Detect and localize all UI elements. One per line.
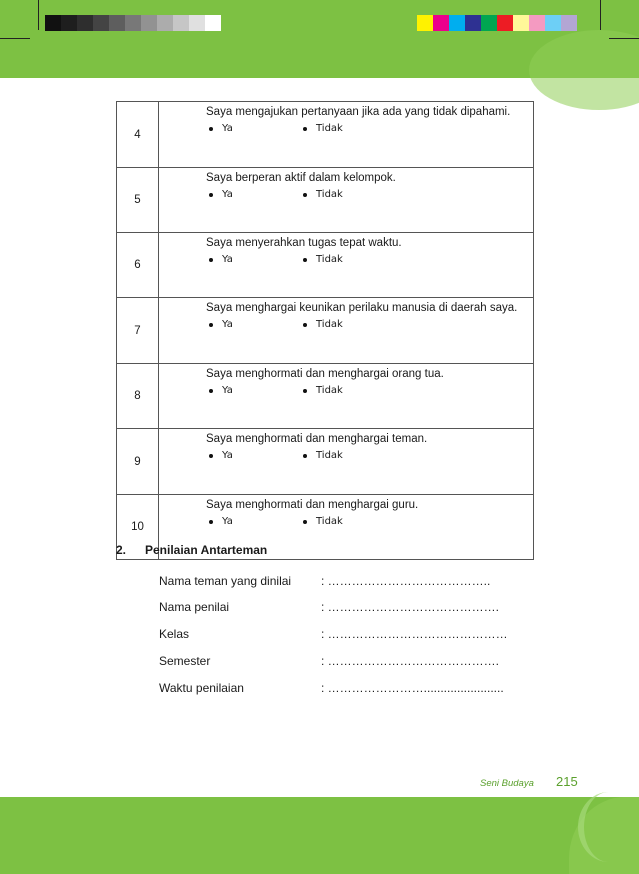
- section-heading: [116, 543, 267, 557]
- option-yes[interactable]: [206, 449, 300, 463]
- gray-swatch: [205, 15, 221, 31]
- row-content: [159, 102, 534, 168]
- option-no[interactable]: [300, 449, 343, 463]
- row-content: [159, 298, 534, 364]
- form-label: Kelas: [159, 627, 190, 641]
- row-content: [159, 233, 534, 298]
- fill-in-line[interactable]: : …………………………………….: [321, 600, 500, 614]
- footer-decoration: [578, 792, 639, 862]
- crop-mark: [38, 0, 39, 30]
- bullet-icon: [303, 258, 307, 262]
- gray-swatch: [141, 15, 157, 31]
- section-title: Penilaian Antarteman: [145, 543, 268, 557]
- self-assessment-table: [116, 101, 534, 560]
- option-yes[interactable]: [206, 515, 300, 529]
- option-yes[interactable]: [206, 318, 300, 332]
- option-label: Ya: [222, 319, 233, 330]
- option-no[interactable]: [300, 515, 343, 529]
- form-row-assessor-name: [159, 600, 499, 614]
- answer-options: [206, 449, 533, 463]
- gray-swatch: [125, 15, 141, 31]
- fill-in-line[interactable]: : ………………………………………: [321, 627, 508, 641]
- color-swatch: [465, 15, 481, 31]
- bullet-icon: [209, 258, 213, 262]
- statement-text: Saya menghargai keunikan perilaku manusia di daerah saya.: [206, 302, 518, 314]
- row-number: 10: [117, 495, 159, 560]
- color-swatch: [561, 15, 577, 31]
- row-content: [159, 168, 534, 233]
- table-row: [117, 298, 534, 364]
- table-row: [117, 364, 534, 429]
- bullet-icon: [303, 520, 307, 524]
- color-swatch: [545, 15, 561, 31]
- answer-options: [206, 122, 533, 136]
- grayscale-color-bar: [45, 15, 221, 31]
- gray-swatch: [93, 15, 109, 31]
- form-row-semester: [159, 654, 499, 668]
- row-number: 6: [117, 233, 159, 298]
- process-color-bar: [417, 15, 577, 31]
- option-label: Tidak: [316, 450, 343, 461]
- answer-options: [206, 384, 533, 398]
- footer-band: [0, 797, 639, 874]
- form-row-assessment-time: [159, 681, 504, 695]
- table-row: [117, 102, 534, 168]
- section-number: 2.: [116, 543, 127, 557]
- bullet-icon: [209, 389, 213, 393]
- option-label: Tidak: [316, 385, 343, 396]
- option-no[interactable]: [300, 253, 343, 267]
- gray-swatch: [77, 15, 93, 31]
- bullet-icon: [303, 454, 307, 458]
- bullet-icon: [209, 323, 213, 327]
- option-label: Ya: [222, 385, 233, 396]
- table-row: [117, 233, 534, 298]
- row-number: 5: [117, 168, 159, 233]
- option-label: Tidak: [316, 319, 343, 330]
- row-number: 9: [117, 429, 159, 495]
- form-row-peer-name: [159, 574, 490, 588]
- answer-options: [206, 188, 533, 202]
- form-label: Nama teman yang dinilai: [159, 574, 292, 588]
- page-number: 215: [556, 774, 578, 789]
- header-decoration: [529, 30, 639, 110]
- option-label: Ya: [222, 450, 233, 461]
- option-label: Ya: [222, 254, 233, 265]
- gray-swatch: [61, 15, 77, 31]
- gray-swatch: [109, 15, 125, 31]
- option-no[interactable]: [300, 318, 343, 332]
- bullet-icon: [209, 193, 213, 197]
- form-label: Waktu penilaian: [159, 681, 244, 695]
- color-swatch: [417, 15, 433, 31]
- form-row-class: [159, 627, 508, 641]
- color-swatch: [513, 15, 529, 31]
- option-label: Tidak: [316, 254, 343, 265]
- option-label: Ya: [222, 516, 233, 527]
- table-row: [117, 168, 534, 233]
- table-row: [117, 429, 534, 495]
- row-number: 4: [117, 102, 159, 168]
- bullet-icon: [303, 127, 307, 131]
- statement-text: Saya berperan aktif dalam kelompok.: [206, 172, 396, 184]
- fill-in-line[interactable]: : …………………………………….: [321, 654, 500, 668]
- statement-text: Saya menghormati dan menghargai teman.: [206, 433, 428, 445]
- gray-swatch: [45, 15, 61, 31]
- statement-text: Saya menghormati dan menghargai guru.: [206, 499, 419, 511]
- statement-text: Saya menghormati dan menghargai orang tua.: [206, 368, 444, 380]
- gray-swatch: [157, 15, 173, 31]
- option-label: Tidak: [316, 516, 343, 527]
- color-swatch: [497, 15, 513, 31]
- color-swatch: [449, 15, 465, 31]
- option-yes[interactable]: [206, 384, 300, 398]
- row-content: [159, 429, 534, 495]
- color-swatch: [481, 15, 497, 31]
- book-title: Seni Budaya: [480, 778, 534, 789]
- answer-options: [206, 515, 533, 529]
- option-label: Tidak: [316, 189, 343, 200]
- color-swatch: [433, 15, 449, 31]
- form-label: Semester: [159, 654, 211, 668]
- fill-in-line[interactable]: : …………………………………..: [321, 574, 491, 588]
- crop-mark: [0, 38, 30, 39]
- statement-text: Saya mengajukan pertanyaan jika ada yang tidak dipahami.: [206, 106, 511, 118]
- row-content: [159, 364, 534, 429]
- crop-mark: [609, 38, 639, 39]
- bullet-icon: [303, 193, 307, 197]
- gray-swatch: [173, 15, 189, 31]
- option-yes[interactable]: [206, 253, 300, 267]
- crop-mark: [600, 0, 601, 30]
- form-label: Nama penilai: [159, 600, 230, 614]
- option-label: Ya: [222, 123, 233, 134]
- answer-options: [206, 318, 533, 332]
- option-yes[interactable]: [206, 188, 300, 202]
- option-yes[interactable]: [206, 122, 300, 136]
- option-no[interactable]: [300, 188, 343, 202]
- gray-swatch: [189, 15, 205, 31]
- bullet-icon: [209, 520, 213, 524]
- answer-options: [206, 253, 533, 267]
- row-number: 7: [117, 298, 159, 364]
- bullet-icon: [303, 323, 307, 327]
- statement-text: Saya menyerahkan tugas tepat waktu.: [206, 237, 402, 249]
- bullet-icon: [209, 127, 213, 131]
- bullet-icon: [209, 454, 213, 458]
- header-band: [0, 0, 639, 78]
- option-label: Ya: [222, 189, 233, 200]
- fill-in-line[interactable]: : ……………………........................: [321, 681, 504, 695]
- option-no[interactable]: [300, 122, 343, 136]
- option-label: Tidak: [316, 123, 343, 134]
- color-swatch: [529, 15, 545, 31]
- bullet-icon: [303, 389, 307, 393]
- row-number: 8: [117, 364, 159, 429]
- option-no[interactable]: [300, 384, 343, 398]
